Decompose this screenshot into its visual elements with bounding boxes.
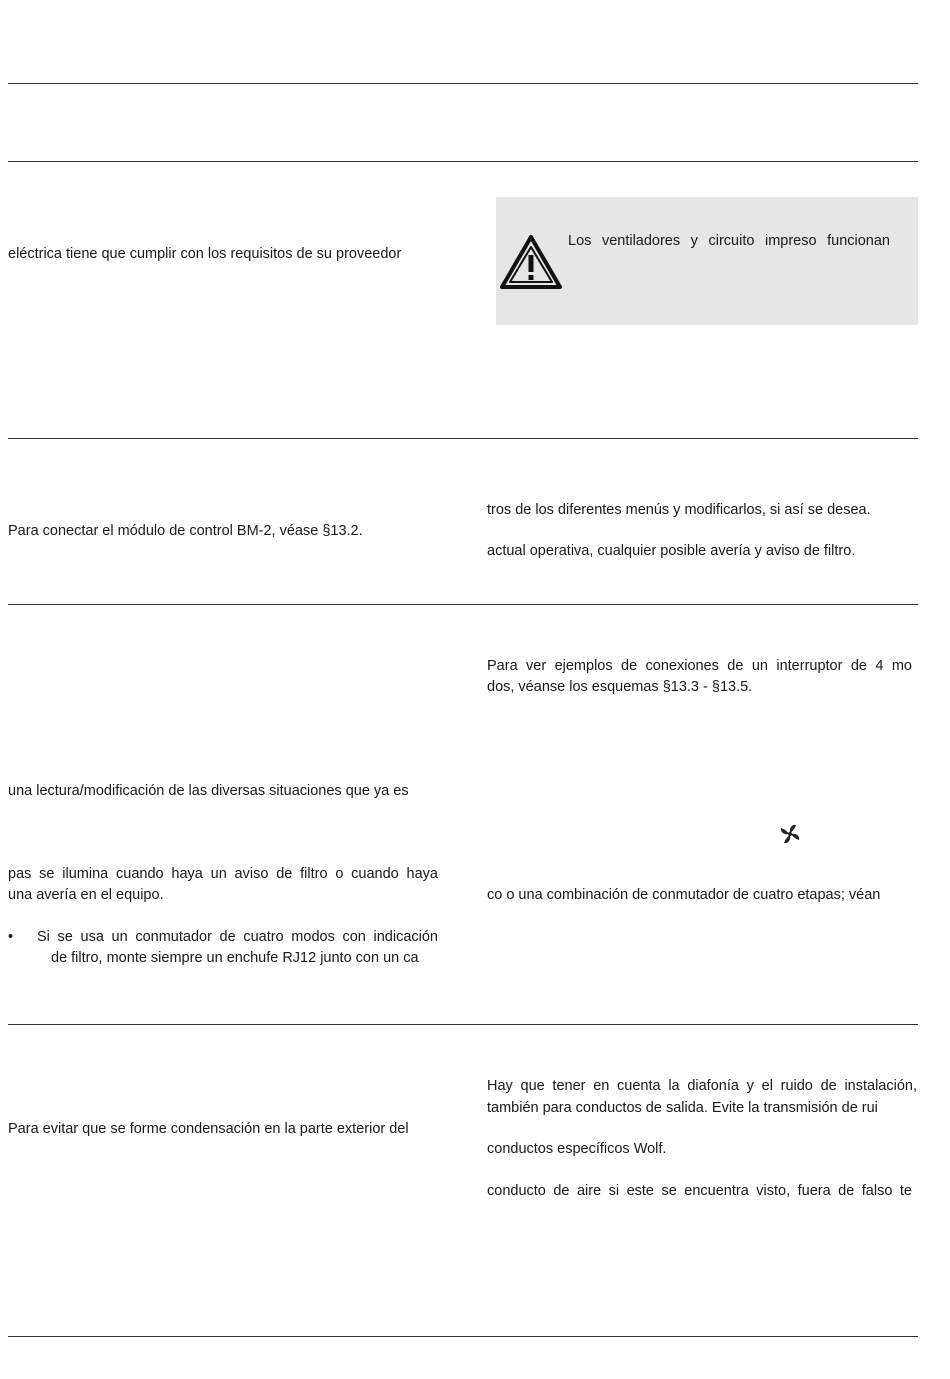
text-menus: tros de los diferentes menús y modificarlos, si así se desea. [487, 502, 871, 518]
divider-2 [8, 161, 918, 162]
warning-text: Los ventiladores y circuito impreso funcionan [568, 233, 890, 249]
bullet-symbol: • [8, 929, 14, 945]
text-diafonia-1: Hay que tener en cuenta la diafonía y el ruido de instalación, [487, 1078, 917, 1094]
text-condensacion: Para evitar que se forme condensación en la parte exterior del [8, 1121, 409, 1137]
text-ilumina-2: una avería en el equipo. [8, 887, 164, 903]
divider-4 [8, 604, 918, 605]
text-operativa: actual operativa, cualquier posible avería y aviso de filtro. [487, 543, 856, 559]
text-ejemplos-1: Para ver ejemplos de conexiones de un interruptor de 4 mo [487, 658, 912, 674]
fan-icon [779, 823, 801, 845]
text-visto: conducto de aire si este se encuentra visto, fuera de falso te [487, 1183, 912, 1199]
text-lectura: una lectura/modificación de las diversas situaciones que ya es [8, 783, 409, 799]
bullet-text-2: de filtro, monte siempre un enchufe RJ12 junto con un ca [51, 950, 419, 966]
text-ejemplos-2: dos, véanse los esquemas §13.3 - §13.5. [487, 679, 753, 695]
warning-triangle-icon [498, 231, 564, 291]
text-electrica: eléctrica tiene que cumplir con los requisitos de su proveedor [8, 246, 402, 262]
text-combinacion: co o una combinación de conmutador de cuatro etapas; véan [487, 887, 881, 903]
divider-6 [8, 1336, 918, 1337]
text-diafonia-2: también para conductos de salida. Evite la transmisión de rui [487, 1100, 878, 1116]
divider-3 [8, 438, 918, 439]
text-ilumina-1: pas se ilumina cuando haya un aviso de filtro o cuando haya [8, 866, 438, 882]
divider-5 [8, 1024, 918, 1025]
text-wolf: conductos específicos Wolf. [487, 1141, 667, 1157]
divider-1 [8, 83, 918, 84]
text-bm2: Para conectar el módulo de control BM-2, véase §13.2. [8, 523, 363, 539]
bullet-text-1: Si se usa un conmutador de cuatro modos con indicación [37, 929, 438, 945]
